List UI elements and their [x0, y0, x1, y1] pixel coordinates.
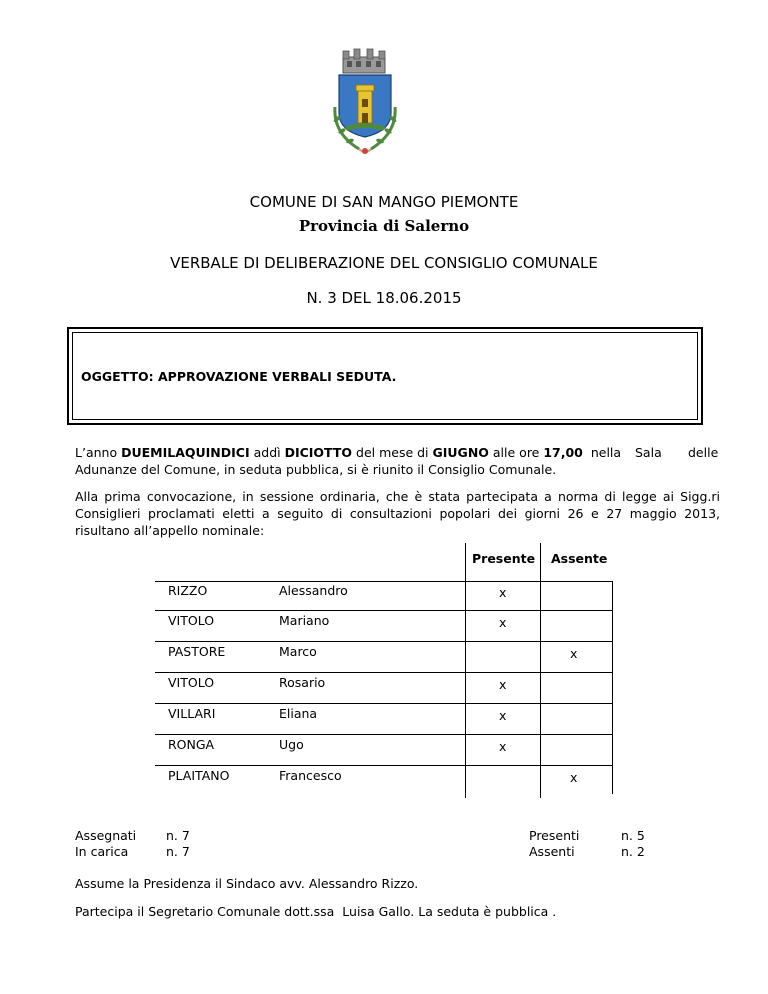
intro-giorno: DICIOTTO	[284, 445, 353, 460]
intro-del-mese: del mese di	[352, 445, 433, 460]
row-2-cognome: VITOLO	[168, 613, 215, 628]
province-name: Provincia di Salerno	[298, 217, 470, 235]
coat-of-arms-icon	[325, 47, 405, 162]
row-2-presente: x	[499, 615, 507, 630]
row-1-nome: Alessandro	[279, 583, 348, 598]
row-6-nome: Ugo	[279, 737, 304, 752]
table-hline	[155, 610, 613, 611]
row-4-presente: x	[499, 677, 507, 692]
convocation-paragraph: Alla prima convocazione, in sessione ordinaria, che è stata partecipata a norma di legge ai Sigg.ri Consiglieri proclamati eletti a seguito di consultazioni popolari dei giorni 26 e 27 maggio 2013, risultano all’appello nominale:	[75, 489, 720, 538]
row-5-cognome: VILLARI	[168, 706, 216, 721]
row-5-presente: x	[499, 708, 507, 723]
table-hline	[155, 765, 613, 766]
column-header-assente: Assente	[551, 551, 608, 566]
in-carica-label: In carica	[75, 844, 129, 859]
row-6-presente: x	[499, 739, 507, 754]
row-1-cognome: RIZZO	[168, 583, 208, 598]
assenti-label: Assenti	[529, 844, 575, 859]
intro-mese: GIUGNO	[432, 445, 489, 460]
row-7-nome: Francesco	[279, 768, 342, 783]
row-5-nome: Eliana	[279, 706, 318, 721]
assegnati-label: Assegnati	[75, 828, 137, 843]
table-hline	[155, 734, 613, 735]
row-3-cognome: PASTORE	[168, 644, 226, 659]
in-carica-value: n. 7	[166, 844, 190, 859]
table-hline	[155, 641, 613, 642]
row-1-presente: x	[499, 585, 507, 600]
presidency-line: Assume la Presidenza il Sindaco avv. Alessandro Rizzo.	[75, 876, 419, 891]
intro-line-2: Adunanze del Comune, in seduta pubblica, si è riunito il Consiglio Comunale.	[75, 462, 557, 477]
intro-delle: delle	[688, 445, 719, 460]
table-hline	[155, 703, 613, 704]
intro-nella: nella	[582, 445, 622, 460]
column-header-presente: Presente	[472, 551, 536, 566]
intro-alle-ore: alle ore	[488, 445, 544, 460]
row-2-nome: Mariano	[279, 613, 330, 628]
table-vline-assente-right	[612, 582, 613, 794]
table-hline	[155, 581, 613, 582]
row-3-nome: Marco	[279, 644, 317, 659]
presenti-label: Presenti	[529, 828, 580, 843]
subject-text: OGGETTO: APPROVAZIONE VERBALI SEDUTA.	[81, 369, 397, 384]
row-7-cognome: PLAITANO	[168, 768, 230, 783]
intro-ore: 17,00	[543, 445, 583, 460]
row-4-nome: Rosario	[279, 675, 326, 690]
row-4-cognome: VITOLO	[168, 675, 215, 690]
row-6-cognome: RONGA	[168, 737, 215, 752]
intro-anno-prefix: L’anno	[75, 445, 122, 460]
subject-box	[67, 327, 703, 425]
municipality-name: COMUNE DI SAN MANGO PIEMONTE	[249, 193, 519, 211]
intro-sala: Sala	[635, 445, 662, 460]
assenti-value: n. 2	[621, 844, 645, 859]
table-hline	[155, 672, 613, 673]
presenti-value: n. 5	[621, 828, 645, 843]
document-title: VERBALE DI DELIBERAZIONE DEL CONSIGLIO COMUNALE	[170, 254, 598, 272]
row-7-assente: x	[570, 770, 578, 785]
secretary-line: Partecipa il Segretario Comunale dott.ssa Luisa Gallo. La seduta è pubblica .	[75, 904, 557, 919]
row-3-assente: x	[570, 646, 578, 661]
deliberation-number: N. 3 DEL 18.06.2015	[306, 289, 462, 307]
intro-addi: addì	[249, 445, 285, 460]
intro-anno: DUEMILAQUINDICI	[121, 445, 250, 460]
assegnati-value: n. 7	[166, 828, 190, 843]
intro-line-1	[75, 444, 621, 461]
